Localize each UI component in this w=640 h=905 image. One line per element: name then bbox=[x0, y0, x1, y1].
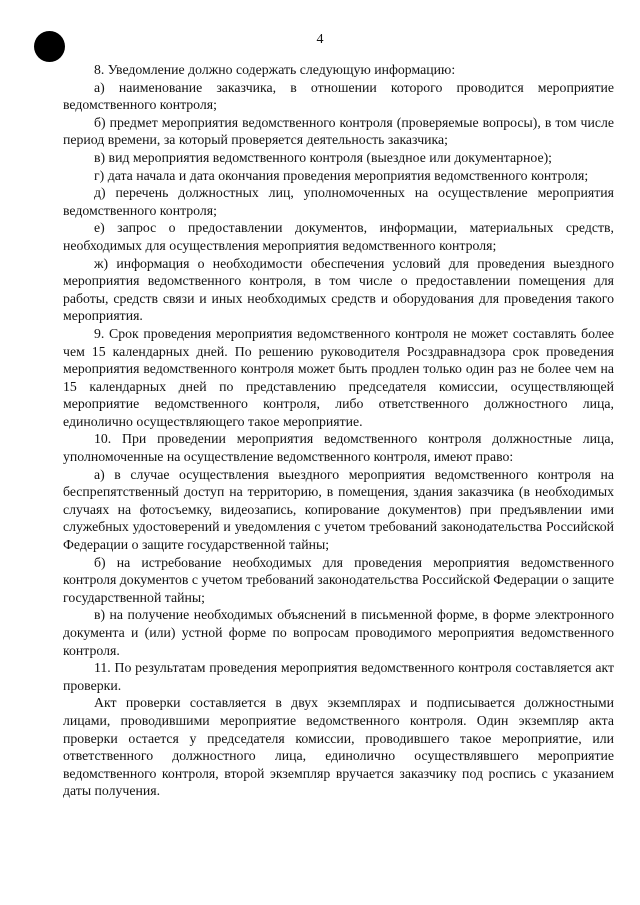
clause-10-item-b: б) на истребование необходимых для проведения мероприятия ведомственного контроля документов с учетом требований законодательства Российской Федерации о защите государственной тайны; bbox=[63, 554, 614, 605]
clause-8-item-zh: ж) информация о необходимости обеспечения условий для проведения выездного мероприятия ведомственного контроля, в том числе о предоставлении помещения для работы, средств связи и иных необходимых средств и оборудования для проведения такого мероприятия. bbox=[63, 255, 614, 324]
document-body bbox=[63, 61, 614, 800]
clause-11: 11. По результатам проведения мероприятия ведомственного контроля составляется акт проверки. bbox=[63, 660, 614, 693]
clause-8-item-d: д) перечень должностных лиц, уполномоченных на осуществление мероприятия ведомственного контроля; bbox=[63, 185, 614, 218]
clause-9: 9. Срок проведения мероприятия ведомственного контроля не может составлять более чем 15 календарных дней. По решению руководителя Росздравнадзора срок проведения мероприятия ведомственного контроля может быть продлен только один раз не более чем на 15 календарных дней по представлению председателя комиссии, осуществляющей мероприятие ведомственного контроля, либо ответственного должностного лица, единолично осуществляющего такое мероприятие. bbox=[63, 325, 614, 429]
clause-8-item-e: е) запрос о предоставлении документов, информации, материальных средств, необходимых для осуществления мероприятия ведомственного контроля; bbox=[63, 220, 614, 253]
clause-8-item-g: г) дата начала и дата окончания проведения мероприятия ведомственного контроля; bbox=[94, 167, 589, 183]
clause-8-item-v: в) вид мероприятия ведомственного контроля (выездное или документарное); bbox=[94, 149, 552, 165]
clause-8-item-b: б) предмет мероприятия ведомственного контроля (проверяемые вопросы), в том числе период времени, за который проверяется деятельность заказчика; bbox=[63, 114, 614, 148]
clause-11-act-paragraph: Акт проверки составляется в двух экземплярах и подписывается должностными лицами, проводившими мероприятие ведомственного контроля. Один экземпляр акта проверки остается у председателя комиссии, проводившего такое мероприятие, или ответственного должностного лица, единолично осуществлявшего мероприятие ведомственного контроля, второй экземпляр вручается заказчику под роспись с указанием даты получения. bbox=[63, 695, 614, 799]
clause-8-item-a: а) наименование заказчика, в отношении которого проводится мероприятие ведомственного контроля; bbox=[63, 79, 614, 113]
clause-10-item-a: а) в случае осуществления выездного мероприятия ведомственного контроля на беспрепятственный доступ на территорию, в помещения, здания заказчика (в необходимых случаях на фотосъемку, видеозапись, копирование документов) при предъявлении ими служебных удостоверений и уведомления с учетом требований законодательства Российской Федерации о защите государственной тайны; bbox=[63, 466, 614, 553]
clause-10-heading: 10. При проведении мероприятия ведомственного контроля должностные лица, уполномоченные на осуществление ведомственного контроля, имеют право: bbox=[63, 431, 614, 465]
clause-8-heading: 8. Уведомление должно содержать следующую информацию: bbox=[94, 62, 456, 77]
page-number: 4 bbox=[316, 32, 324, 47]
clause-10-item-v: в) на получение необходимых объяснений в письменной форме, в форме электронного документа и (или) устной форме по вопросам проводимого мероприятия ведомственного контроля. bbox=[63, 607, 614, 658]
